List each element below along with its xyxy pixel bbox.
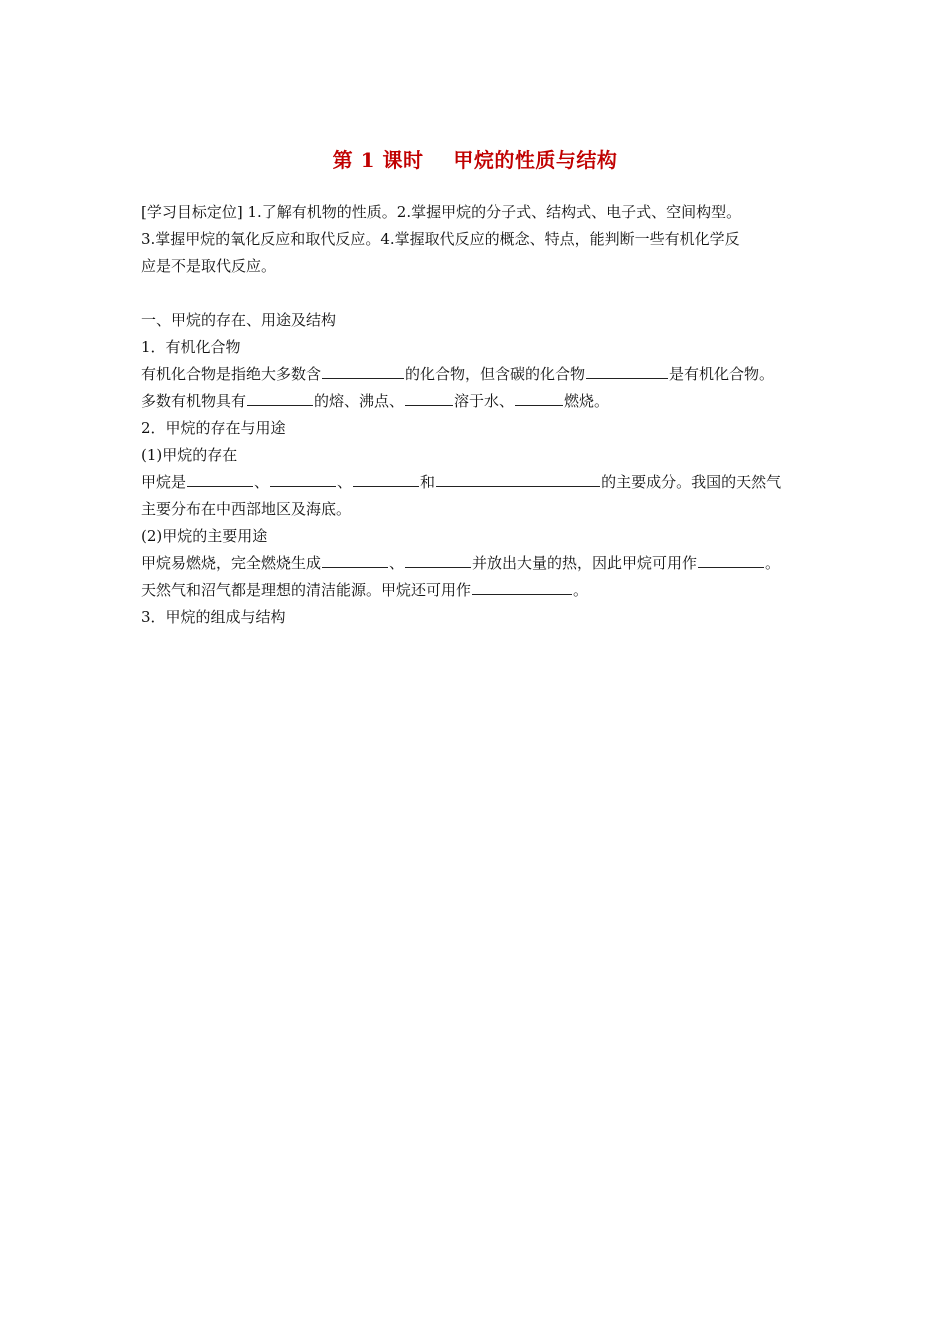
objective-line-3: 应是不是取代反应。	[141, 257, 277, 275]
organic-compound-properties: 多数有机物具有 的熔、沸点、 溶于水、 燃烧。	[141, 388, 831, 415]
fill-blank[interactable]	[270, 469, 336, 487]
sub-item-heading-1: (1)甲烷的存在	[141, 446, 238, 464]
fill-blank[interactable]	[247, 388, 313, 406]
fill-blank[interactable]	[698, 550, 764, 568]
fill-blank[interactable]	[322, 550, 388, 568]
objective-line-1	[141, 199, 831, 226]
methane-uses: 甲烷易燃烧，完全燃烧生成 、 并放出大量的热，因此甲烷可用作 。	[141, 550, 831, 577]
fill-blank[interactable]	[436, 469, 600, 487]
fill-blank[interactable]	[586, 361, 668, 379]
paragraph-gap	[141, 280, 831, 307]
fill-blank[interactable]	[353, 469, 419, 487]
objective-text: 1.了解有机物的性质。2.掌握甲烷的分子式、结构式、电子式、空间构型。	[242, 203, 742, 221]
subsection-heading-3: 3．甲烷的组成与结构	[141, 608, 286, 626]
fill-blank[interactable]	[405, 550, 471, 568]
subsection-heading-2: 2．甲烷的存在与用途	[141, 419, 286, 437]
fill-blank[interactable]	[472, 577, 572, 595]
objective-label: [学习目标定位]	[141, 203, 243, 221]
document-body	[141, 199, 831, 631]
fill-blank[interactable]	[187, 469, 253, 487]
objective-line-2: 3.掌握甲烷的氧化反应和取代反应。4.掌握取代反应的概念、特点，能判断一些有机化学反	[141, 230, 740, 248]
section-heading: 一、甲烷的存在、用途及结构	[141, 311, 337, 329]
page-title: 第 1 课时 甲烷的性质与结构	[332, 148, 618, 172]
methane-sources: 甲烷是 、 、 和 的主要成分。我国的天然气	[141, 469, 831, 496]
fill-blank[interactable]	[515, 388, 563, 406]
sub-item-heading-2: (2)甲烷的主要用途	[141, 527, 268, 545]
fill-blank[interactable]	[322, 361, 404, 379]
fill-blank[interactable]	[405, 388, 453, 406]
methane-distribution: 主要分布在中西部地区及海底。	[141, 500, 352, 518]
clean-energy: 天然气和沼气都是理想的清洁能源。甲烷还可用作 。	[141, 577, 831, 604]
organic-compound-definition: 有机化合物是指绝大多数含 的化合物，但含碳的化合物 是有机化合物。	[141, 361, 831, 388]
subsection-heading-1: 1．有机化合物	[141, 338, 241, 356]
